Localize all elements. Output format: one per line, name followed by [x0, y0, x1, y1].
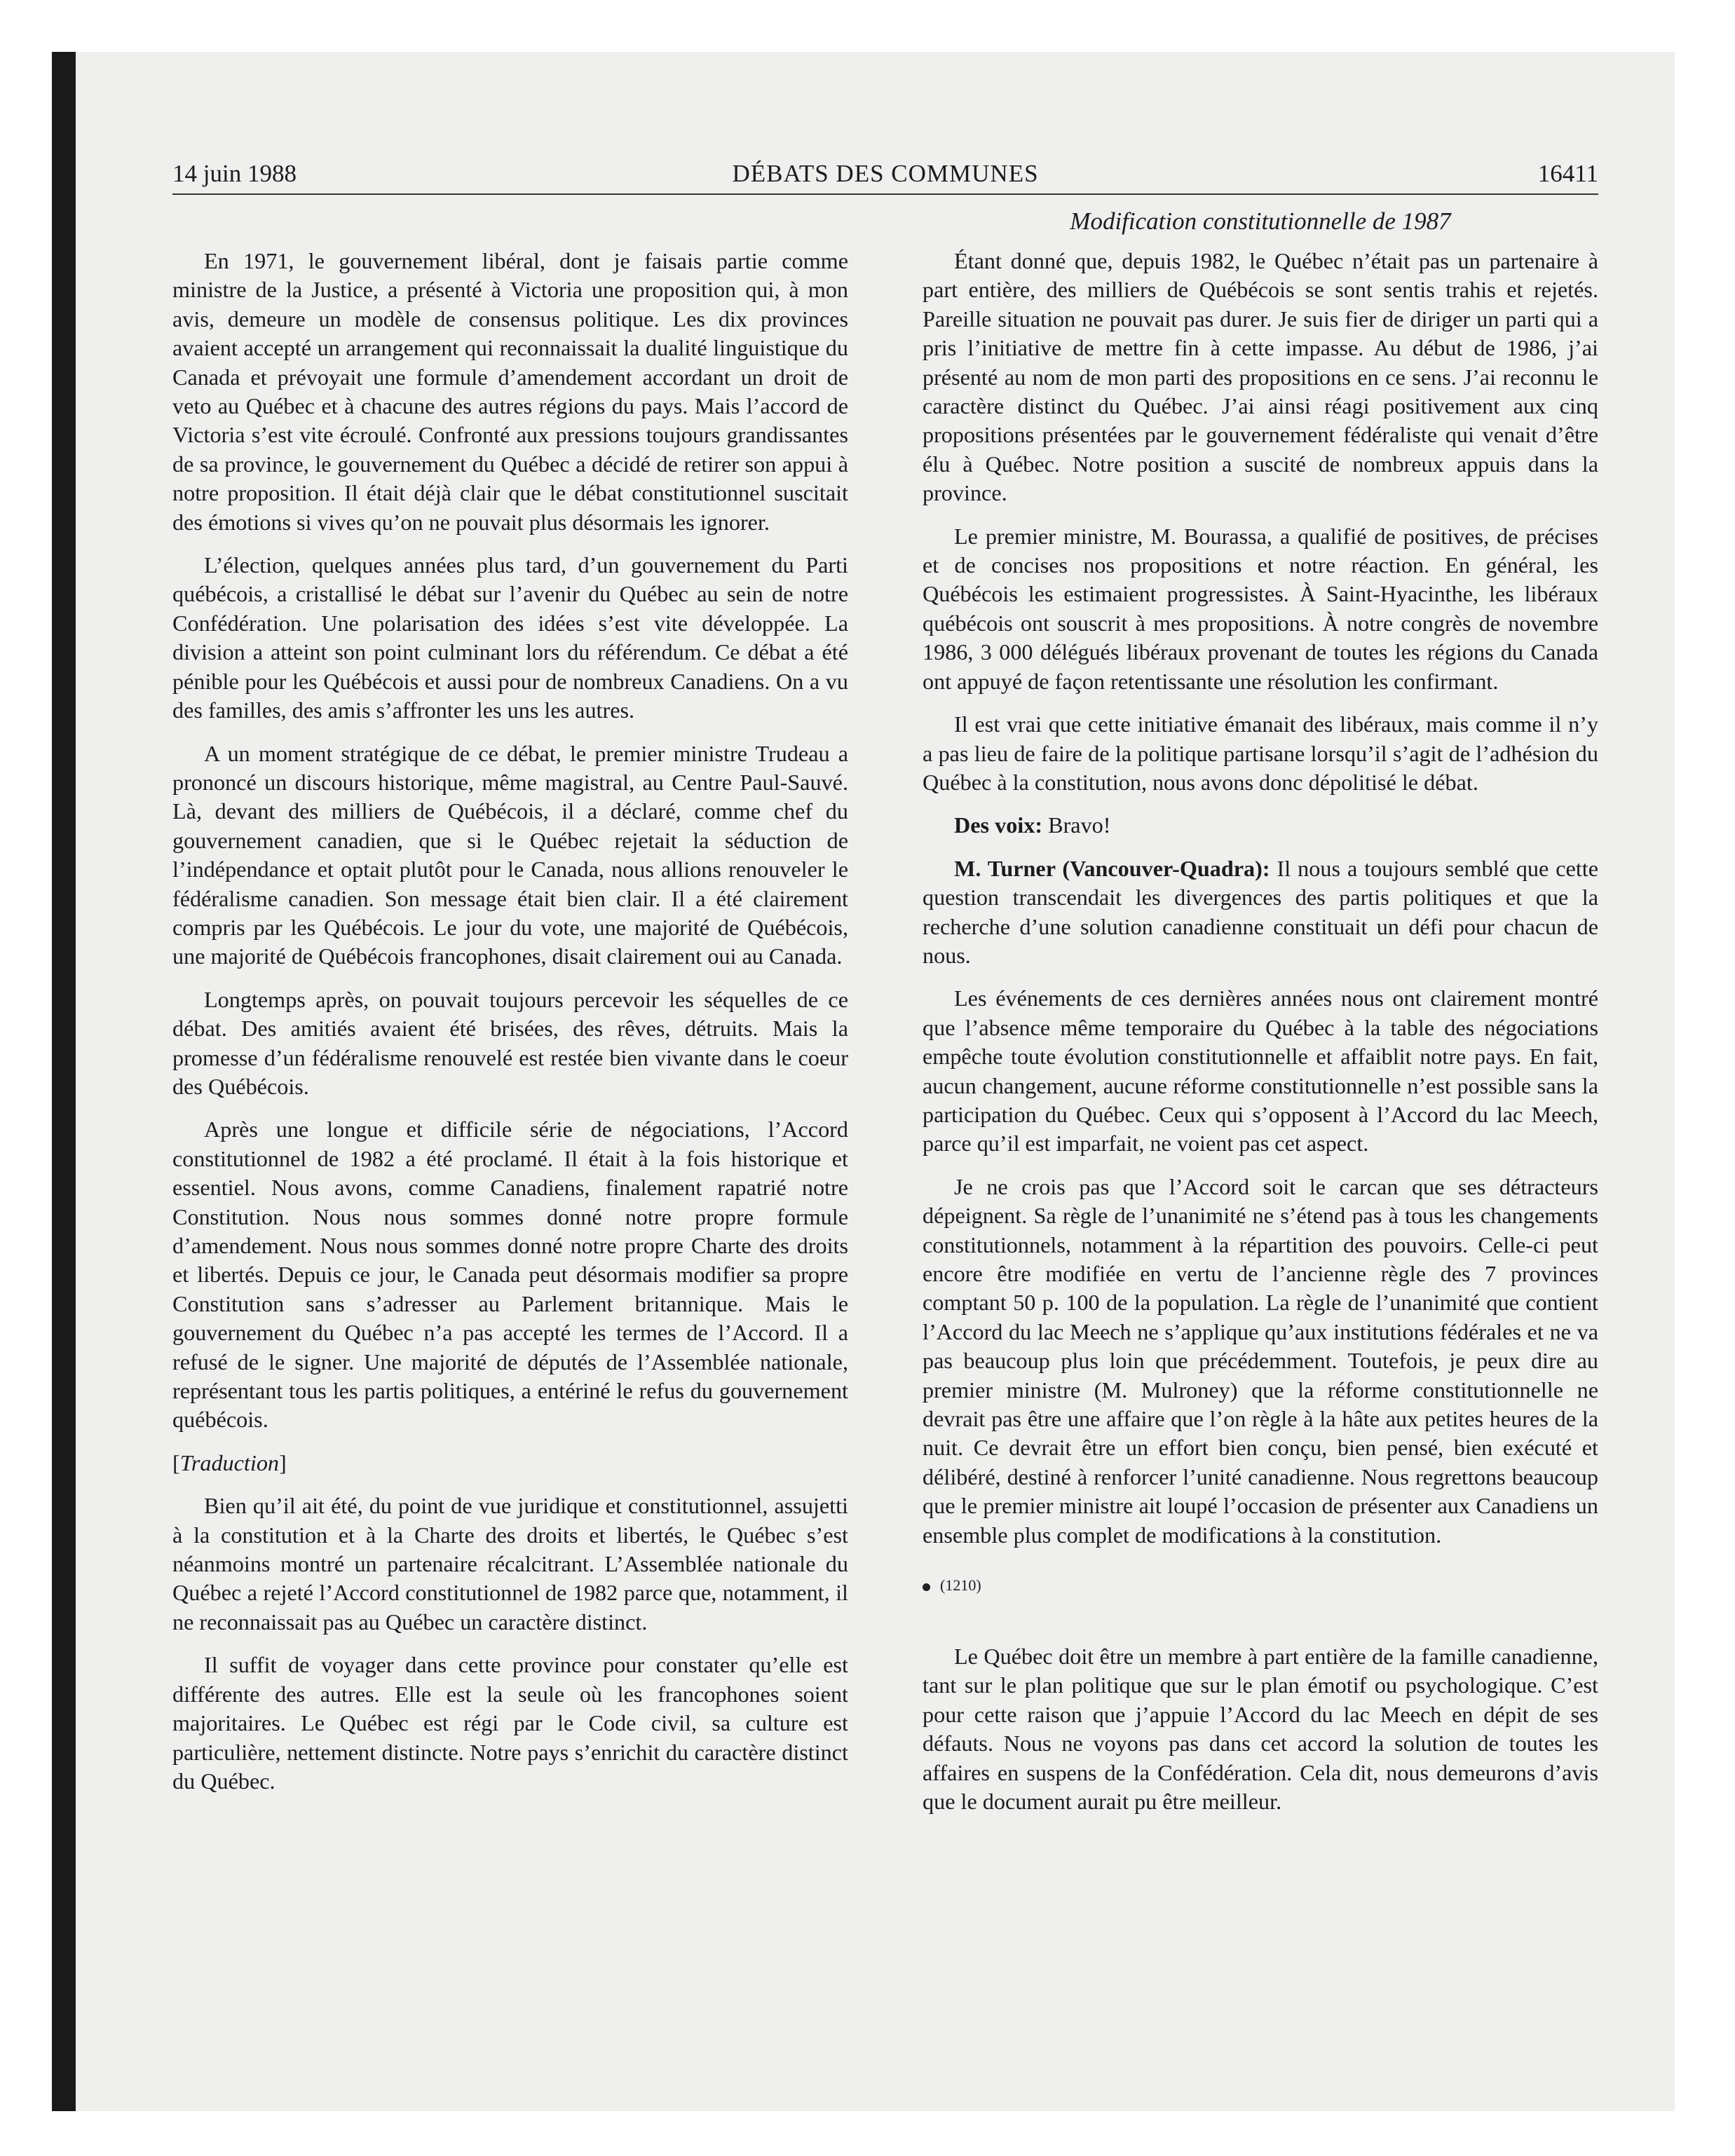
- paragraph: En 1971, le gouvernement libéral, dont je faisais partie comme ministre de la Justice, a présenté à Victoria une proposition qui, à mon avis, demeure un modèle de consensus politique. Les dix provinces avaient accepté un arrangement qui reconnaissait la dualité linguistique du Canada et prévoyait une formule d’amendement accordant un droit de veto au Québec et à chacune des autres régions du pays. Mais l’accord de Victoria s’est vite écroulé. Confronté aux pressions toujours grandissantes de sa province, le gouvernement du Québec a décidé de retirer son appui à notre proposition. Il était déjà clair que le débat constitutionnel suscitait des émotions si vives qu’on ne pouvait plus désormais les ignorer.: [172, 248, 848, 535]
- left-column: [172, 247, 848, 1810]
- time-marker: [923, 1575, 1598, 1596]
- translation-label: Traduction: [179, 1449, 280, 1475]
- time-marker-text: (1210): [940, 1576, 981, 1595]
- paragraph: L’élection, quelques années plus tard, d’un gouvernement du Parti québécois, a cristallisé le débat sur l’avenir du Québec au sein de notre Confédération. Une polarisation des idées s’est vite développée. La division a atteint son point culminant lors du référendum. Ce débat a été pénible pour les Québécois et aussi pour de nombreux Canadiens. On a vu des familles, des amis s’affronter les uns les autres.: [172, 552, 848, 723]
- paragraph: Le premier ministre, M. Bourassa, a qualifié de positives, de précises et de concises nos propositions et notre réaction. En général, les Québécois les estimaient progressistes. À Saint-Hyacinthe, les libéraux québécois ont souscrit à mes propositions. À notre congrès de novembre 1986, 3 000 délégués libéraux provenant de toutes les régions du Canada ont appuyé de façon retentissante une résolution les confirmant.: [923, 523, 1598, 694]
- paragraph: Je ne crois pas que l’Accord soit le carcan que ses détracteurs dépeignent. Sa règle de l’unanimité ne s’étend pas à tous les changements constitutionnels, notamment à la répartition des pouvoirs. Celle-ci peut encore être modifiée en vertu de l’ancienne règle des 7 provinces comptant 50 p. 100 de la population. La règle de l’unanimité que contient l’Accord du lac Meech ne s’applique qu’aux institutions fédérales et ne va pas beaucoup plus loin que précédemment. Toutefois, je peux dire au premier ministre (M. Mulroney) que la réforme constitutionnelle ne devrait pas être une affaire que l’on règle à la hâte aux petites heures de la nuit. Ce devrait être un effort bien conçu, bien pensé, bien exécuté et délibéré, destiné à renforcer l’unité canadienne. Nous regrettons beaucoup que le premier ministre ait loupé l’occasion de présenter aux Canadiens un ensemble plus complet de modifications à la constitution.: [923, 1173, 1598, 1548]
- speech-text: Bravo!: [1042, 812, 1111, 838]
- paragraph: Longtemps après, on pouvait toujours percevoir les séquelles de ce débat. Des amitiés avaient été brisées, des rêves, détruits. Mais la promesse d’un fédéralisme renouvelé est restée bien vivante dans le coeur des Québécois.: [172, 986, 848, 1099]
- paragraph: A un moment stratégique de ce débat, le premier ministre Trudeau a prononcé un discours historique, même magistral, au Centre Paul-Sauvé. Là, devant des milliers de Québécois, il a déclaré, comme chef du gouvernement canadien, que si le Québec rejetait la séduction de l’indépendance et optait plutôt pour le Canada, nous allions renouveler le fédéralisme canadien. Son message était bien clair. Il a été clairement compris par les Québécois. Le jour du vote, une majorité de Québécois, une majorité de Québécois francophones, disait clairement oui au Canada.: [172, 740, 848, 969]
- page-header: [172, 160, 1598, 195]
- speech-turner: [923, 854, 1598, 971]
- speaker-name: Des voix:: [954, 812, 1043, 838]
- right-column: [923, 247, 1598, 1831]
- speech-interjection: [923, 811, 1598, 840]
- header-date: 14 juin 1988: [172, 160, 297, 187]
- paragraph: Bien qu’il ait été, du point de vue juridique et constitutionnel, assujetti à la constitution et à la Charte des droits et libertés, le Québec s’est néanmoins montré un partenaire récalcitrant. L’Assemblée nationale du Québec a rejeté l’Accord constitutionnel de 1982 parce que, notamment, il ne reconnaissait pas au Québec un caractère distinct.: [172, 1493, 848, 1635]
- translation-note: [Traduction]: [172, 1449, 287, 1475]
- paragraph: Étant donné que, depuis 1982, le Québec n’était pas un partenaire à part entière, des milliers de Québécois se sont sentis trahis et rejetés. Pareille situation ne pouvait pas durer. Je suis fier de diriger un parti qui a pris l’initiative de mettre fin à cette impasse. Au début de 1986, j’ai présenté au nom de mon parti des propositions en ce sens. J’ai reconnu le caractère distinct du Québec. J’ai ainsi réagi positivement aux cinq propositions présentées par le gouvernement fédéraliste qui venait d’être élu à Québec. Notre position a suscité de nombreux appuis dans la province.: [923, 248, 1598, 506]
- speech-text: Il nous a toujours semblé que cette question transcendait les divergences des partis politiques et que la recherche d’une solution canadienne constituait un défi pour chacun de nous.: [923, 855, 1598, 968]
- paragraph: Il suffit de voyager dans cette province pour constater qu’elle est différente des autres. Elle est la seule où les francophones soient majoritaires. Le Québec est régi par le Code civil, sa culture est particulière, nettement distincte. Notre pays s’enrichit du caractère distinct du Québec.: [172, 1652, 848, 1794]
- bullet-icon: [923, 1583, 930, 1591]
- header-journal-title: DÉBATS DES COMMUNES: [732, 160, 1039, 187]
- running-subtitle: Modification constitutionnelle de 1987: [1070, 207, 1451, 235]
- paragraph: Il est vrai que cette initiative émanait des libéraux, mais comme il n’y a pas lieu de faire de la politique partisane lorsqu’il s’agit de l’adhésion du Québec à la constitution, nous avons donc dépolitisé le débat.: [923, 711, 1598, 795]
- header-page-number: 16411: [1537, 160, 1598, 187]
- paragraph: Le Québec doit être un membre à part entière de la famille canadienne, tant sur le plan politique que sur le plan émotif ou psychologique. C’est pour cette raison que j’appuie l’Accord du lac Meech en dépit de ses défauts. Nous ne voyons pas dans cet accord la solution de toutes les affaires en suspens de la Confédération. Cela dit, nous demeurons d’avis que le document aurait pu être meilleur.: [923, 1644, 1598, 1815]
- paragraph: Après une longue et difficile série de négociations, l’Accord constitutionnel de 1982 a été proclamé. Il était à la fois historique et essentiel. Nous avons, comme Canadiens, finalement rapatrié notre Constitution. Nous nous sommes donné notre propre formule d’amendement. Nous nous sommes donné notre propre Charte des droits et libertés. Depuis ce jour, le Canada peut désormais modifier sa propre Constitution sans s’adresser au Parlement britannique. Mais le gouvernement du Québec n’a pas accepté les termes de l’Accord. Il a refusé de le signer. Une majorité de députés de l’Assemblée nationale, représentant tous les partis politiques, a entériné le refus du gouvernement québécois.: [172, 1117, 848, 1433]
- paragraph: Les événements de ces dernières années nous ont clairement montré que l’absence même temporaire du Québec à la table des négociations empêche toute évolution constitutionnelle et affaiblit notre pays. En fait, aucun changement, aucune réforme constitutionnelle n’est possible sans la participation du Québec. Ceux qui s’opposent à l’Accord du lac Meech, parce qu’il est imparfait, ne voient pas cet aspect.: [923, 985, 1598, 1157]
- speaker-name: M. Turner (Vancouver-Quadra):: [954, 855, 1270, 881]
- binding-edge: [52, 52, 76, 2111]
